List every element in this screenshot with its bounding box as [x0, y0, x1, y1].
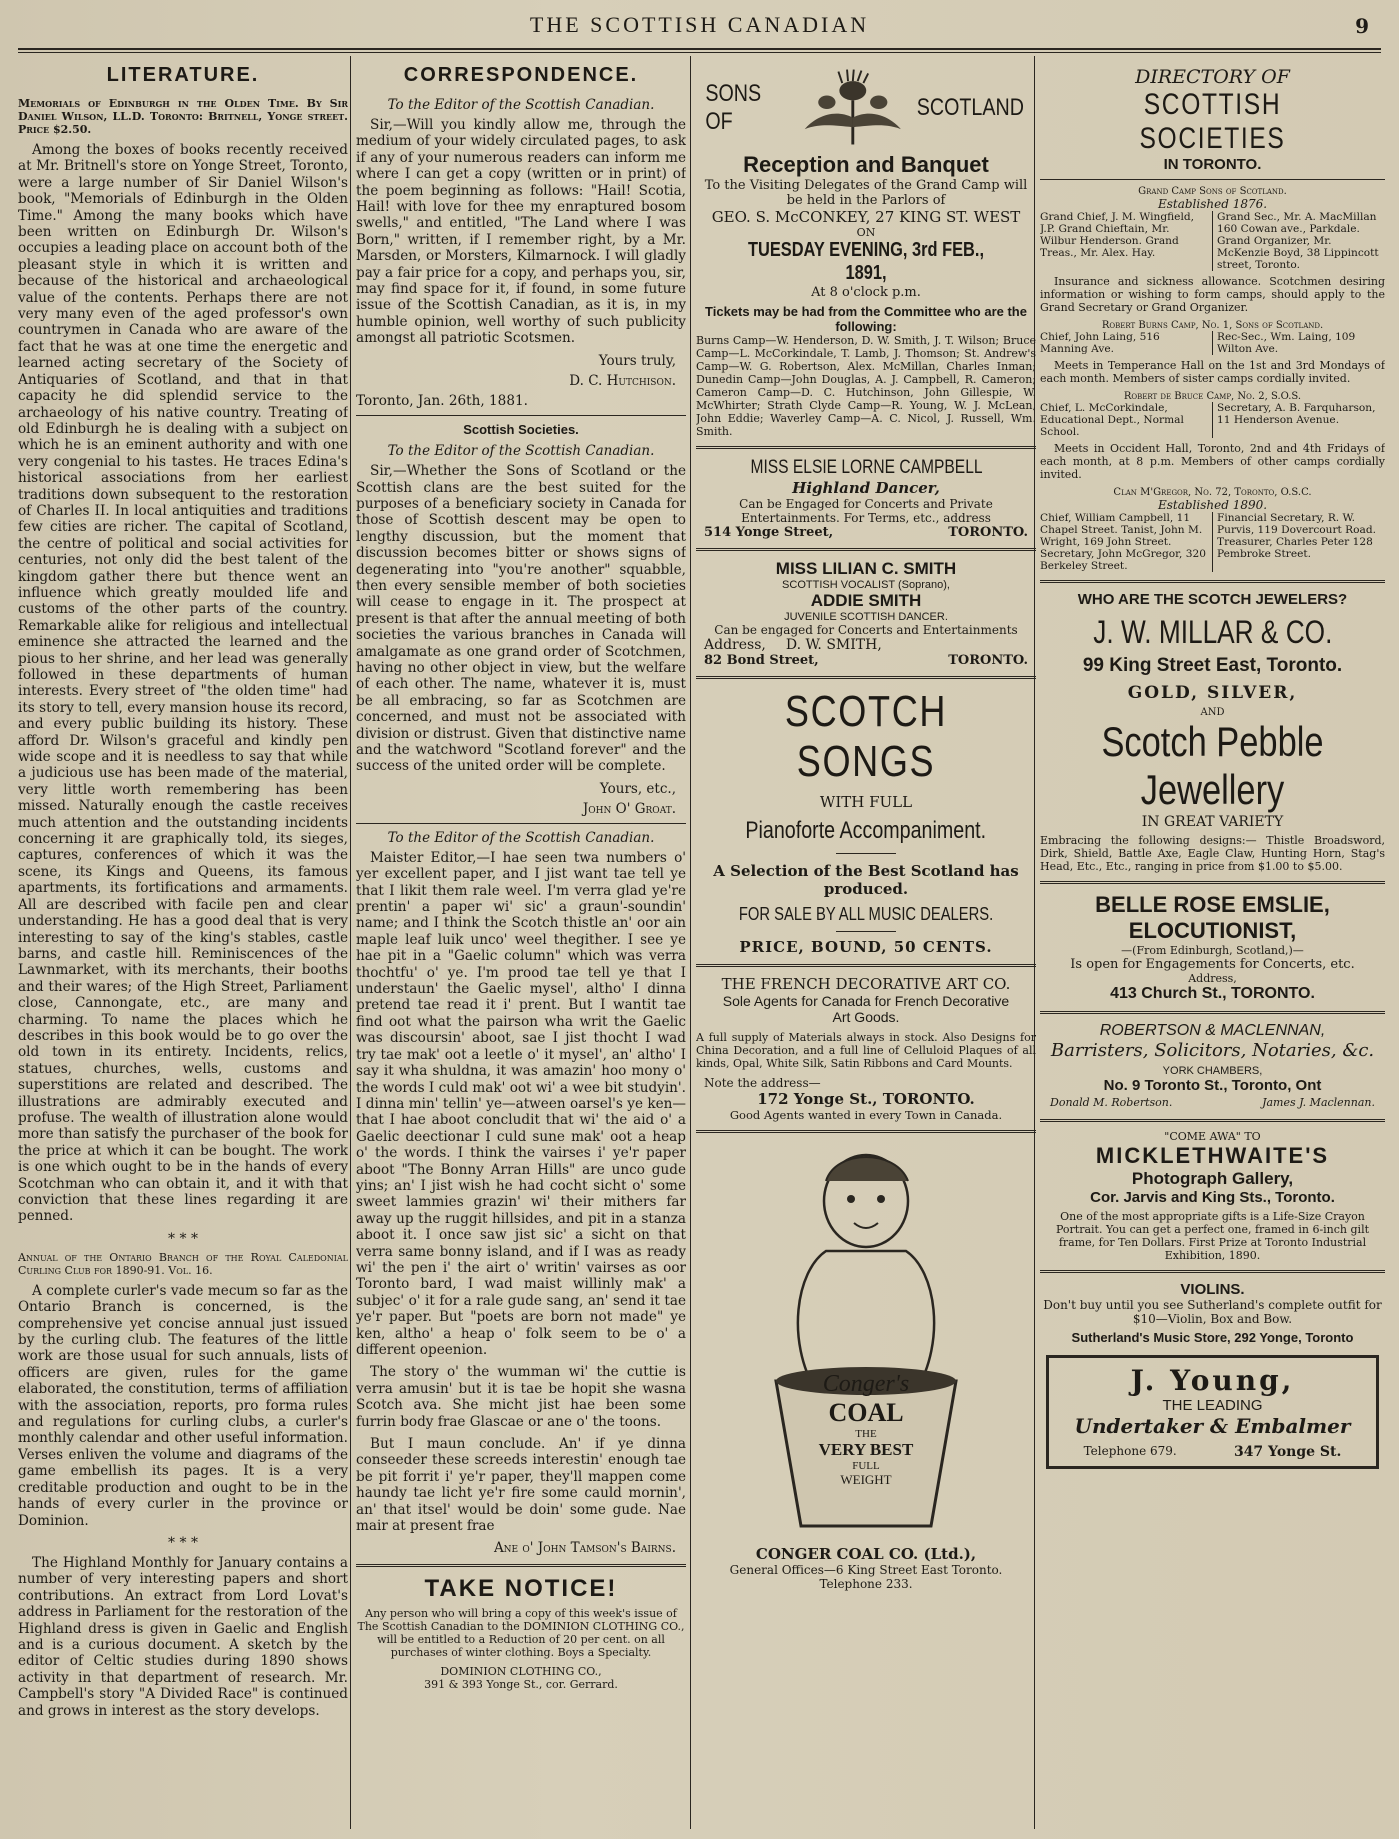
addie-role: JUVENILE SCOTTISH DANCER. [784, 611, 948, 623]
robertson-partner-left: Donald M. Robertson. [1050, 1096, 1173, 1109]
review1-body: Among the boxes of books recently received at Mr. Britnell's store on Yonge Street, Toronto, were a large number of Sir Daniel Wilson's book, "Memorials of Edinburgh in the Olden Time." Among the many books which have been written on Edinburgh Dr. Wilson's occupies a leading place on account both of the pleasant style in which it is written and because of the historical and archaeological value of the contents. Perhaps there are not very many even of the aged professor's own countrymen in Canada who are aware of the fact that he was at one time the energetic and learned acting secretary of the Society of Antiquaries of Scotland, and that in that capacity he did splendid service to the archaeology of his native country. Treating of old Edinburgh he is dealing with a subject on which he is an eminent authority and with one very congenial to his tastes. He traces Edina's historical associations from her earliest traditions down subsequent to the restoration of Charles II. In local antiquities and traditions few cities are richer. The capital of Scotland, the centre of political and social activities for centuries, not only did the best talent of the kingdom gather there but thence went an influence which greatly moulded life and customs of the other parts of the country. Remarkable alike for religious and intellectual eminence she attracted the learned and the pious to her shrine, and her lead was generally followed in these departments of human interests. Every street of "the olden time" had its story to tell, every mansion house its record, and every public building its history. These afford Dr. Wilson's graceful and kindly pen wide scope and it is needless to say that while a judicious use has been made of the material, very little worth remembering has been missed. Naturally enough the castle receives much attention and the outstanding incidents concerning it are graphically told, its sieges, captures, conferences of which it was the scene, its Kings and Queens, its famous apartments, its fortifications and armaments. All are described with facile pen and clear understanding. He has a good deal that is very interesting to say of the king's stables, castle barns, and castle hill. Reminiscences of the Lawnmarket, with its merchants, their booths and their wares; of the High Street, Parliament close, Cannongate, etc., are many and charming. To name the places which he describes in this book would be to go over the old town in its entirety. Incidents, relics, statues, churches, wells, customs and superstitions are related and described. The illustrations are admirably executed and profuse. The wealth of illustration alone would more than satisfy the purchaser of the book for the price at which it can be bought. The work is one which ought to be in the hands of every Scotchman who can obtain it, and it with that conviction that these lines regarding it are penned. [18, 142, 348, 1225]
french-agents-wanted: Good Agents wanted in every Town in Canada. [729, 1108, 1003, 1122]
coal-company: CONGER COAL CO. (Ltd.), [755, 1545, 977, 1563]
divider [356, 415, 686, 416]
take-notice-address: 391 & 393 Yonge St., cor. Gerrard. [424, 1678, 618, 1692]
bruce-camp-name: Robert de Bruce Camp, No. 2, S.O.S. [1123, 391, 1302, 402]
take-notice-company: DOMINION CLOTHING CO., [440, 1665, 602, 1679]
bruce-camp-right: Secretary, A. B. Farquharson, 11 Henderson Avenue. [1212, 402, 1385, 438]
songs-rule [836, 853, 896, 854]
belle-address-label: Address, [1188, 972, 1237, 985]
coal-bag-2: COAL [828, 1398, 904, 1427]
robertson-partners [1040, 1094, 1385, 1111]
grand-camp-name: Grand Camp Sons of Scotland. [1138, 186, 1287, 197]
young-name: J. Young, [1130, 1364, 1295, 1397]
burns-camp-right: Rec-Sec., Wm. Laing, 109 Wilton Ave. [1212, 331, 1385, 355]
robertson-address: No. 9 Toronto St., Toronto, Ont [1103, 1077, 1322, 1094]
letter2-closing: Yours, etc., [599, 780, 676, 797]
column-rule-2 [690, 56, 691, 1829]
take-notice-heading: TAKE NOTICE! [424, 1575, 618, 1603]
divider-2 [356, 823, 686, 824]
smith-address-row [696, 637, 1036, 653]
millar-text: Embracing the following designs:— Thistle Broadsword, Dirk, Shield, Battle Axe, Eagle Claw, Hunting Horn, Stag's Head, Etc., Etc., ranging in price from $1.00 to $5.00. [1040, 834, 1385, 873]
ad-divider-5 [696, 1130, 1036, 1133]
bruce-camp-left: Chief, L. McCorkindale, Educational Dept., Normal School. [1040, 402, 1184, 438]
elsie-address-row [696, 525, 1036, 540]
millar-pebble: Scotch Pebble Jewellery [1101, 718, 1324, 813]
smith-address-name: D. W. SMITH, [785, 637, 882, 653]
tickets-list: Burns Camp—W. Henderson, D. W. Smith, J. T. Wilson; Bruce Camp—L. McCorkindale, T. Lamb, J. Thomson; St. Andrew's Camp—W. G. Robertson, Alex. McMillan, Charles Inman; Dunedin Camp—John Douglas, A. J. Campbell, R. Cameron; Cameron Camp—D. C. Hutchinson, John Gillespie, W. McWhirter; Strath Clyde Camp—R. Young, W. J. McLean, John Eddie; Waverley Camp—A. C. Nicol, J. Russell, Wm. Smith. [696, 334, 1036, 438]
reception-venue: GEO. S. McCONKEY, 27 KING ST. WEST [711, 208, 1021, 226]
grand-camp-established: Established 1876. [1157, 197, 1268, 211]
smith-city: TORONTO. [948, 653, 1028, 668]
mick-text: One of the most appropriate gifts is a Life-Size Crayon Portrait. You can get a perfect one, framed in 6-inch gilt frame, for Ten Dollars. First Prize at Toronto Industrial Exhibition, 1890. [1055, 1210, 1370, 1262]
dir-rule-3 [1040, 881, 1385, 884]
reception-date: TUESDAY EVENING, 3rd FEB., 1891, [747, 239, 985, 284]
masthead-rule [18, 48, 1381, 53]
millar-name: J. W. MILLAR & CO. [1092, 614, 1333, 650]
coal-bag-3: THE [855, 1428, 877, 1440]
lilian-role: SCOTTISH VOCALIST (Soprano), [782, 579, 950, 591]
thistle-icon [800, 68, 906, 148]
letter3-signature: Ane o' John Tamson's Bairns. [493, 1540, 676, 1557]
smith-street-row [696, 653, 1036, 668]
bruce-camp-officers [1040, 402, 1385, 438]
dir-rule-1 [1040, 179, 1385, 180]
elsie-role: Highland Dancer, [792, 479, 940, 497]
millar-gold-silver: GOLD, SILVER, [1127, 683, 1298, 703]
letter1-signature: D. C. Hutchison. [569, 372, 676, 389]
separator-stars-2: * * * [168, 1534, 198, 1551]
burns-camp-officers [1040, 331, 1385, 355]
clan-camp-established: Established 1890. [1157, 498, 1268, 512]
literature-heading: LITERATURE. [106, 64, 260, 86]
masthead-title: THE SCOTTISH CANADIAN [529, 12, 870, 37]
coal-bag-1: Conger's [822, 1371, 910, 1397]
millar-address: 99 King Street East, Toronto. [1082, 655, 1343, 676]
coal-bag-label [696, 1371, 1036, 1521]
robertson-name: ROBERTSON & MACLENNAN, [1099, 1022, 1326, 1039]
young-role: Undertaker & Embalmer [1074, 1414, 1351, 1438]
grand-camp-officers-right: Grand Sec., Mr. A. MacMillan 160 Cowan ave., Parkdale. Grand Organizer, Mr. McKenzie Boyd, 38 Lippincott street, Toronto. [1212, 211, 1385, 271]
grand-camp-officers [1040, 211, 1385, 271]
bruce-camp-note: Meets in Occident Hall, Toronto, 2nd and 4th Fridays of each month, at 8 p.m. Members of other camps cordially invited. [1040, 442, 1385, 481]
violins-text: Don't buy until you see Sutherland's complete outfit for $10—Violin, Box and Bow. [1043, 1298, 1382, 1326]
young-undertaker-box [1046, 1355, 1379, 1469]
review3-body: The Highland Monthly for January contains a number of very interesting papers and short contributions. An extract from Lord Lovat's address in Parliament for the restoration of the Highland dress is given in Gaelic and English and is a curious document. A sketch by the editor of Celtic studies during 1890 shows activity in that department of research. Mr. Campbell's story "A Divided Race" is continued and grows in interest as the story develops. [18, 1554, 348, 1719]
young-leading: THE LEADING [1162, 1397, 1263, 1414]
letter2-signature: John O' Groat. [582, 800, 676, 817]
robertson-partner-right: James J. Maclennan. [1262, 1096, 1375, 1109]
letter1-date: Toronto, Jan. 26th, 1881. [356, 392, 528, 409]
french-agents: Sole Agents for Canada for French Decorative Art Goods. [722, 993, 1010, 1025]
ad-divider-4 [696, 964, 1036, 967]
lilian-name: MISS LILIAN C. SMITH [775, 559, 957, 578]
smith-text: Can be engaged for Concerts and Entertainments [714, 623, 1018, 637]
coal-office: General Offices—6 King Street East Toronto. [729, 1563, 1003, 1577]
directory-title-1: DIRECTORY OF [1135, 66, 1290, 88]
robertson-chambers: YORK CHAMBERS, [1162, 1065, 1263, 1077]
letter3-para2: The story o' the wumman wi' the cuttie is verra amusin' but it is tae be hopit she wasna Scotch ava. She micht jist hae been some furrin body frae Glascae or ane o' the toons. [356, 1364, 686, 1430]
correspondence-heading: CORRESPONDENCE. [403, 64, 639, 86]
clan-camp-left: Chief, William Campbell, 11 Chapel Street. Tanist, John M. Wright, 169 John Street. Secretary, John McGregor, 320 Berkeley Street. [1040, 512, 1206, 572]
grand-camp-note: Insurance and sickness allowance. Scotchmen desiring information or wishing to form camps, should apply to the Grand Secretary or Grand Organizer. [1040, 275, 1385, 314]
letter3-para3: But I maun conclude. An' if ye dinna conseeder these screeds interestin' enough tae be pit forrit i' ye'r paper, they'll mappen come haundy tae licht ye'r fire some cauld mornin', an' that itsel' would be doin' some gude. Nae mair at present frae [356, 1436, 686, 1535]
review2-body: A complete curler's vade mecum so far as the Ontario Branch is concerned, is the comprehensive yet concise annual just issued by the curling club. The features of the little work are those usual for such annuals, lists of officers are given, rules for the game elaborated, the constitution, terms of affiliation with the association, reports, pro forma rules and regulations for curling clubs, a curler's monthly calendar and other useful information. Verses enliven the volume and diagrams of the game embellish its pages. It is a very creditable production and ought to be in the hands of every curler in the province or Dominion. [18, 1282, 348, 1529]
belle-text: Is open for Engagements for Concerts, etc. [1070, 957, 1355, 972]
belle-address: 413 Church St., TORONTO. [1110, 985, 1315, 1002]
letter1-closing: Yours truly, [598, 352, 676, 369]
burns-camp-note: Meets in Temperance Hall on the 1st and 3rd Mondays of each month. Members of sister camps cordially invited. [1040, 359, 1385, 385]
sons-left-text: SONS OF [705, 80, 762, 135]
clan-camp-name: Clan M'Gregor, No. 72, Toronto, O.S.C. [1113, 487, 1312, 498]
ad-divider-3 [696, 676, 1036, 679]
smith-address-label: Address, [704, 637, 766, 653]
millar-variety: IN GREAT VARIETY [1141, 814, 1284, 830]
songs-with-full: WITH FULL [819, 793, 913, 811]
songs-rule-2 [836, 931, 896, 932]
elsie-address: 514 Yonge Street, [704, 525, 834, 540]
belle-from: —(From Edinburgh, Scotland,)— [1121, 944, 1304, 957]
review1-title: Memorials of Edinburgh in the Olden Time. By Sir Daniel Wilson, LL.D. Toronto: Britnell, Yonge street. Price $2.50. [18, 97, 348, 136]
mick-address: Cor. Jarvis and King Sts., Toronto. [1090, 1189, 1335, 1206]
coal-bag-4: VERY BEST [818, 1440, 914, 1459]
sons-right-text: SCOTLAND [917, 94, 1025, 121]
burns-camp-name: Robert Burns Camp, No. 1, Sons of Scotland. [1101, 320, 1324, 331]
elsie-city: TORONTO. [948, 525, 1028, 540]
dir-rule-6 [1040, 1270, 1385, 1273]
literature-column [18, 58, 348, 1829]
sons-of-scotland-banner [696, 68, 1036, 148]
mick-name: MICKLETHWAITE'S [1095, 1143, 1330, 1168]
coal-bag-5: FULL [852, 1460, 880, 1472]
mick-come-awa: "COME AWA" TO [1164, 1130, 1261, 1143]
french-text: A full supply of Materials always in stock. Also Designs for China Decoration, and a full line of Celluloid Plaques of all kinds, Opal, White Silk, Satin Ribbons and Card Mounts. [696, 1031, 1036, 1070]
french-address: 172 Yonge St., TORONTO. [757, 1090, 975, 1108]
ad-divider-2 [696, 548, 1036, 551]
to-editor-3: To the Editor of the Scottish Canadian. [387, 829, 655, 846]
young-contact-row [1055, 1444, 1370, 1460]
songs-pianoforte: Pianoforte Accompaniment. [745, 817, 987, 844]
elsie-name: MISS ELSIE LORNE CAMPBELL [749, 457, 983, 478]
violins-heading: VIOLINS. [1180, 1281, 1245, 1298]
dir-rule-5 [1040, 1119, 1385, 1122]
ads-column-right [1040, 58, 1385, 1829]
millar-and: AND [1200, 707, 1225, 718]
letter2-body: Sir,—Whether the Sons of Scotland or the Scottish clans are the best suited for the purposes of a beneficiary society in Canada for those of Scottish descent may be open to lengthy discussion, but the moment that discussion becomes bitter or shows signs of degenerating into "you're another" squabble, then every sensible member of both societies will cease to engage in it. The prospect at present is that after the annual meeting of both societies the various branches in Canada will amalgamate as one grand order of Scotchmen, having no other object in view, but the welfare of each other. The name, whatever it is, must be all embracing, so far as Scotchmen are concerned, and must not be associated with division or distrust. Given that distinctive name and the watchword "Scotland forever" and the success of the united order will be complete. [356, 463, 686, 775]
belle-role: ELOCUTIONIST, [1128, 918, 1297, 943]
coal-bag-6: WEIGHT [840, 1472, 892, 1487]
addie-name: ADDIE SMITH [810, 591, 922, 610]
elsie-text: Can be Engaged for Concerts and Private Entertainments. For Terms, etc., address [739, 497, 993, 525]
scotch-songs-title: SCOTCH SONGS [784, 687, 948, 786]
column-rule-1 [350, 56, 351, 1829]
grand-camp-officers-left: Grand Chief, J. M. Wingfield, J.P. Grand Chieftain, Mr. Wilbur Henderson. Grand Treas., Mr. Alex. Hay. [1040, 211, 1194, 259]
coal-phone: Telephone 233. [819, 1577, 913, 1591]
french-note: Note the address— [704, 1076, 821, 1090]
ad-divider-1 [696, 446, 1036, 449]
divider-3 [356, 1564, 686, 1567]
jewelers-question: WHO ARE THE SCOTCH JEWELERS? [1077, 591, 1348, 608]
mick-gallery: Photograph Gallery, [1131, 1169, 1294, 1188]
belle-name: BELLE ROSE EMSLIE, [1095, 892, 1330, 917]
correspondence-column [356, 58, 686, 1829]
robertson-role: Barristers, Solicitors, Notaries, &c. [1050, 1040, 1375, 1061]
songs-sale: FOR SALE BY ALL MUSIC DEALERS. [738, 904, 994, 924]
scottish-societies-subhead: Scottish Societies. [463, 422, 579, 438]
directory-title-3: IN TORONTO. [1163, 156, 1262, 173]
young-address: 347 Yonge St. [1233, 1444, 1342, 1460]
dir-rule-4 [1040, 1011, 1385, 1014]
reception-text: To the Visiting Delegates of the Grand Camp will be held in the Parlors of [704, 178, 1028, 208]
smith-street: 82 Bond Street, [704, 653, 819, 668]
clan-camp-officers [1040, 512, 1385, 572]
to-editor-2: To the Editor of the Scottish Canadian. [387, 443, 655, 460]
letter1-body: Sir,—Will you kindly allow me, through the medium of your widely circulated pages, to ask if any of your numerous readers can inform me where I can get a copy (written or in print) of the poem beginning as follows: "Hail! Scotia, Hail! with love for thee my enraptured bosom swells," and entitled, "The Land where I was Born," written, if I remember right, by a Mr. Marsden, or Morsters, Kilmarnock. I will gladly pay a fair price for a copy, and perhaps you, sir, may find space for it, if found, in some future issue of the Scottish Canadian, as it is, in my humble opinion, well worthy of such publicity amongst all patriotic Scotsmen. [356, 117, 686, 347]
directory-title-2: SCOTTISH SOCIETIES [1139, 88, 1286, 155]
take-notice-text: Any person who will bring a copy of this week's issue of The Scottish Canadian to the DOMINION CLOTHING CO., will be entitled to a Reduction of 20 per cent. on all purchases of winter clothing. Boys a Specialty. [357, 1607, 685, 1660]
review2-title: Annual of the Ontario Branch of the Royal Caledonial Curling Club for 1890-91. Vol. 16. [18, 1250, 348, 1277]
violins-store: Sutherland's Music Store, 292 Yonge, Toronto [1071, 1330, 1354, 1345]
to-editor-1: To the Editor of the Scottish Canadian. [387, 97, 655, 113]
ads-column-center [696, 58, 1036, 1829]
french-company: THE FRENCH DECORATIVE ART CO. [721, 975, 1011, 993]
reception-time: At 8 o'clock p.m. [811, 285, 921, 300]
page-number: 9 [1355, 14, 1369, 38]
clan-camp-right: Financial Secretary, R. W. Purvis, 119 Dovercourt Road. Treasurer, Charles Peter 128 Pembroke Street. [1212, 512, 1385, 572]
letter3-body: Maister Editor,—I hae seen twa numbers o' yer excellent paper, and I jist want tae tell ye that I likit them rale weel. I'm verra glad ye're prentin' a paper wi' sic' a graun'-soundin' name; and I think the Scotch thistle an' oor ain maple leaf luik unco' weel thegither. I see ye hae pit in a "Gaelic column" which was verra thochtfu' o' ye. I'm prood tae tell ye that I understaun' the Gaelic mysel', altho' I dinna pretend tae read it i' prent. But I wantit tae find oot what the pairson wha writ the Gaelic was discoursin' aboot, sae I jist thocht I wad try tae mak' oot a leetle o' it mysel', an' altho' I say it wha shuldna, it was amazin' hoo mony o' the words I culd mak' oot wi' a wee bit studyin'. I dinna min' tellin' ye—atween oarsel's ye ken—that I hae aboot concludit that wi' the aid o' a Gaelic deectionar I culd sune mak' oot a heap o' the words. I think the vairses i' ye'r paper aboot "The Bonny Arran Hills" are unco gude yins; an' I jist wish he had cocht sicht o' some sweet lammies grazin' wi' their mithers far away up the ruggit hillsides, and pit in a stanza aboot it. I once saw jist sic' a sicht on that verra same bonny island, and if I was as ready wi' the pen i' the airt o' writin' vairses as oor Toronto bard, I wad maist willinly mak' a subjec' o' it for a rale gude sang, an' send it tae ye'r paper. But "poets are born not made" ye ken, altho' a heap o' folk seem to be o' a different opeenion. [356, 849, 686, 1358]
songs-price: PRICE, BOUND, 50 CENTS. [739, 938, 993, 956]
songs-selection: A Selection of the Best Scotland has produced. [713, 862, 1019, 898]
burns-camp-left: Chief, John Laing, 516 Manning Ave. [1040, 331, 1160, 355]
reception-title: Reception and Banquet [743, 152, 989, 177]
dir-rule-2 [1040, 580, 1385, 583]
reception-on: ON [856, 226, 876, 239]
young-phone: Telephone 679. [1083, 1444, 1177, 1458]
separator-stars: * * * [168, 1230, 198, 1247]
tickets-heading: Tickets may be had from the Committee who are the following: [705, 304, 1027, 334]
